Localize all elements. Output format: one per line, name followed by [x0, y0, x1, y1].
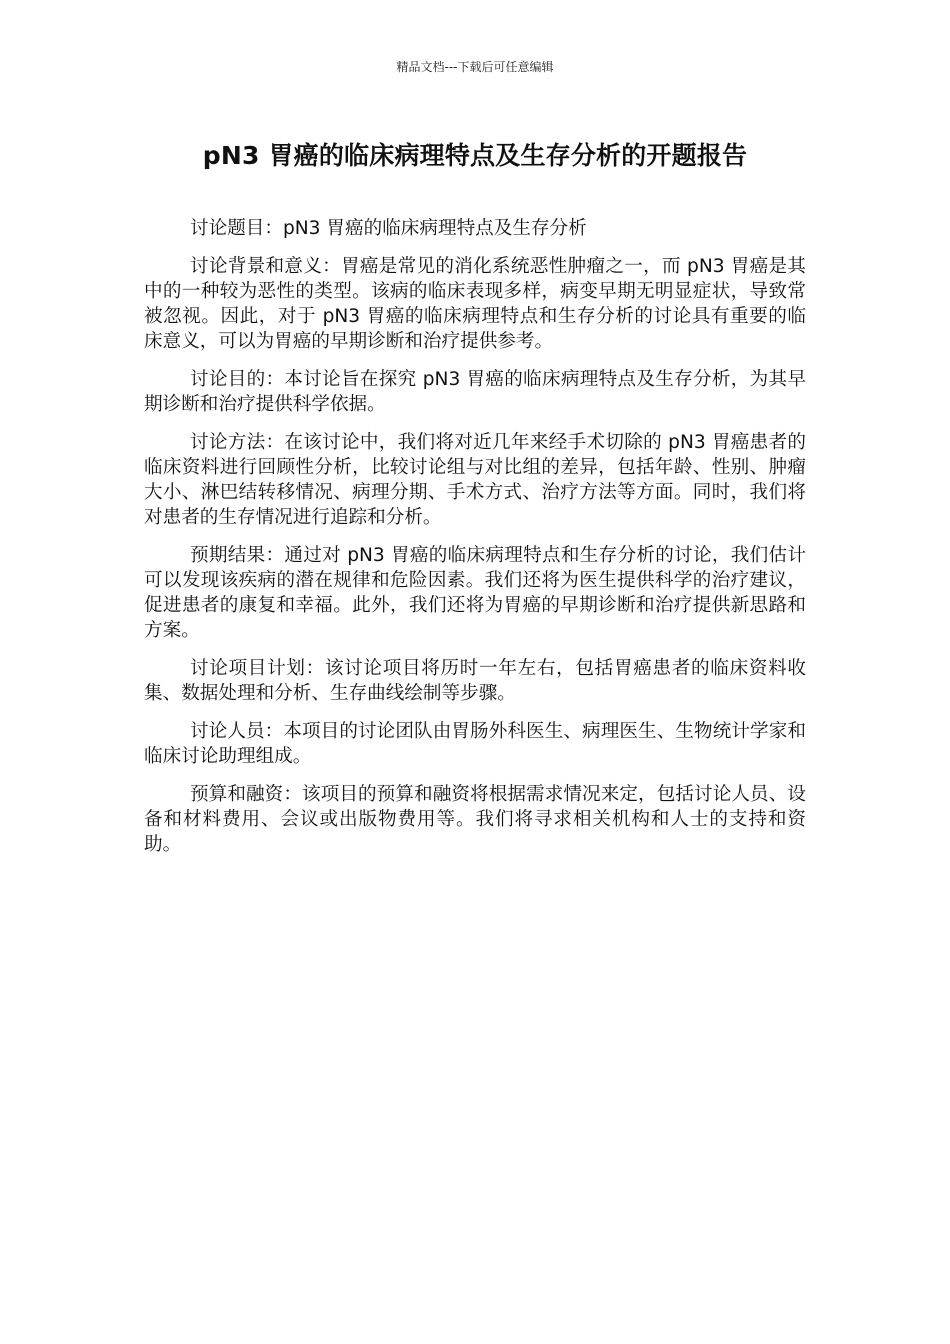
paragraph-project-plan: 讨论项目计划：该讨论项目将历时一年左右，包括胃癌患者的临床资料收集、数据处理和分析、生存曲线绘制等步骤。 [144, 658, 806, 704]
paragraph-budget: 预算和融资：该项目的预算和融资将根据需求情况来定，包括讨论人员、设备和材料费用、会议或出版物费用等。我们将寻求相关机构和人士的支持和资助。 [144, 784, 806, 855]
document-title: pN3 胃癌的临床病理特点及生存分析的开题报告 [202, 141, 748, 170]
page-header: 精品文档---下载后可任意编辑 [396, 60, 554, 74]
paragraph-purpose: 讨论目的：本讨论旨在探究 pN3 胃癌的临床病理特点及生存分析，为其早期诊断和治疗提供科学依据。 [144, 369, 806, 415]
paragraph-expected-results: 预期结果：通过对 pN3 胃癌的临床病理特点和生存分析的讨论，我们估计可以发现该疾病的潜在规律和危险因素。我们还将为医生提供科学的治疗建议，促进患者的康复和幸福。此外，我们还将为胃癌的早期诊断和治疗提供新思路和方案。 [144, 545, 806, 641]
paragraph-methods: 讨论方法：在该讨论中，我们将对近几年来经手术切除的 pN3 胃癌患者的临床资料进行回顾性分析，比较讨论组与对比组的差异，包括年龄、性别、肿瘤大小、淋巴结转移情况、病理分期、手术方式、治疗方法等方面。同时，我们将对患者的生存情况进行追踪和分析。 [144, 432, 806, 528]
paragraph-personnel: 讨论人员：本项目的讨论团队由胃肠外科医生、病理医生、生物统计学家和临床讨论助理组成。 [144, 721, 806, 767]
paragraph-topic: 讨论题目：pN3 胃癌的临床病理特点及生存分析 [190, 218, 587, 239]
paragraph-background: 讨论背景和意义：胃癌是常见的消化系统恶性肿瘤之一，而 pN3 胃癌是其中的一种较为恶性的类型。该病的临床表现多样，病变早期无明显症状，导致常被忽视。因此，对于 pN3 胃癌的临床病理特点和生存分析的讨论具有重要的临床意义，可以为胃癌的早期诊断和治疗提供参考。 [144, 256, 806, 352]
document-body [144, 216, 806, 870]
